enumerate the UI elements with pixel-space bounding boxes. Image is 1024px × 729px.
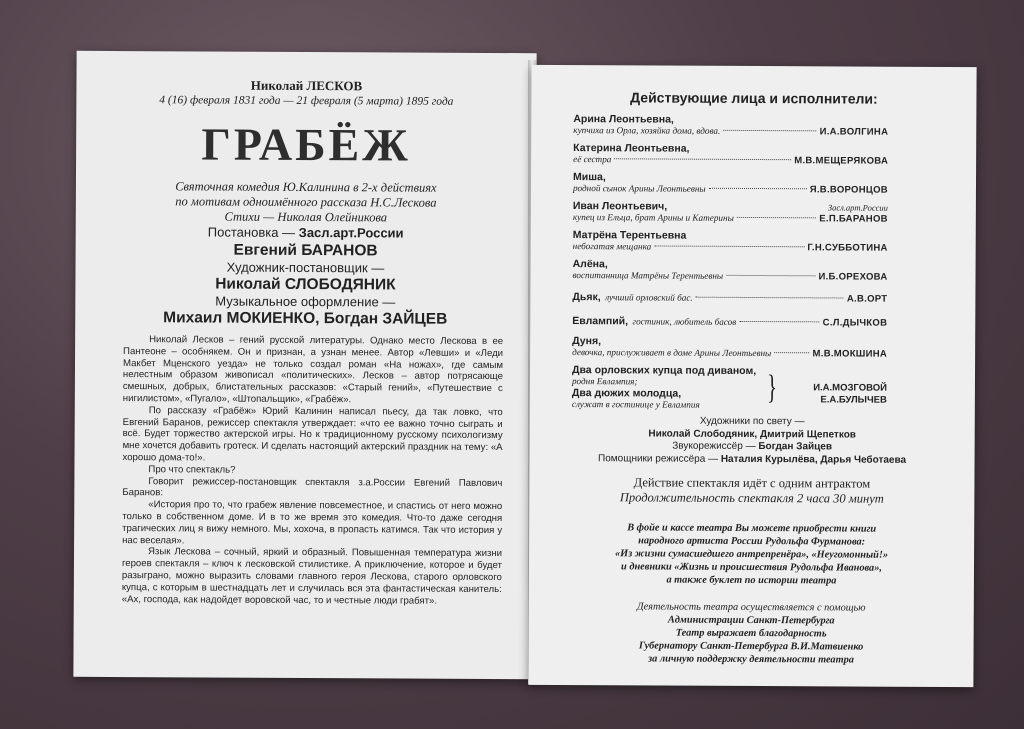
designer-name: Николай СЛОБОДЯНИК — [215, 275, 396, 294]
designer-role: Художник-постановщик — — [226, 259, 385, 276]
character-name: Миша, — [573, 171, 606, 184]
character-name: Дуня, — [572, 335, 602, 348]
support-line: Театр выражает благодарность — [675, 627, 827, 640]
actor-name: М.В.МОКШИНА — [812, 348, 888, 360]
actor-name: М.В.МЕЩЕРЯКОВА — [794, 155, 889, 167]
actor-name: И.А.МОЗГОВОЙ — [813, 382, 887, 394]
play-title: ГРАБЁЖ — [201, 118, 411, 171]
article-body — [122, 334, 503, 607]
leader-dots — [614, 158, 791, 160]
character-desc: служат в гостинице у Евлампия — [571, 399, 700, 410]
books-line: а также буклет по истории театра — [666, 574, 837, 587]
assist-names: Наталия Курылёва, Дарья Чеботаева — [720, 453, 907, 466]
character-desc: купчиха из Орла, хозяйка дома, вдова. — [573, 125, 721, 136]
pair-actors — [782, 370, 887, 407]
actor-name: Е.П.БАРАНОВ — [819, 213, 888, 225]
actor-name: А.В.ОРТ — [846, 293, 888, 305]
performance-info — [529, 475, 974, 507]
books-line: «Из жизни сумасшедшего антрепренёра», «Неугомонный!» — [615, 548, 889, 561]
article-paragraph: По рассказу «Грабёж» Юрий Калинин написал пьесу, да так ловко, что Евгений Баранов, режиссер спектакля утверждает: «что ее важно точно сыграть и всё. Будет торжество актерской игры. Но к традиционному русскому психологизму мне хочется добавить гротеск. И сделать настоящий актерский праздник на тему: «А хорошо дома-то!». — [122, 404, 503, 464]
article-paragraph: Про что спектакль? — [148, 463, 236, 476]
cast-entry — [573, 171, 888, 196]
crew-credits — [530, 415, 975, 467]
actor-name: С.Л.ДЫЧКОВ — [822, 317, 888, 329]
leader-dots — [739, 321, 819, 322]
subtitle-line: Святочная комедия Ю.Калинина в 2-х действиях — [175, 179, 437, 195]
character-desc: купец из Ельца, брат Арины и Катерины — [572, 212, 734, 223]
character-desc: девочка, прислуживает в доме Арины Леонтьевны — [572, 347, 772, 359]
director-title: Засл.арт.России — [298, 224, 404, 241]
support-line: Губернатору Санкт-Петербурга В.И.Матвиенко — [638, 640, 864, 653]
brace-icon: } — [767, 369, 778, 407]
support-line: за личную поддержку деятельности театра — [648, 653, 854, 666]
character-name: Иван Леонтьевич, — [572, 200, 668, 213]
right-page — [528, 65, 976, 687]
cast-entry — [572, 258, 887, 283]
leader-dots — [726, 275, 815, 276]
sound-name: Богдан Зайцев — [758, 441, 833, 453]
cast-entry — [573, 229, 888, 254]
cast-entry — [573, 113, 888, 138]
leader-dots — [709, 188, 807, 190]
character-name: Матрёна Терентьевна — [572, 229, 687, 242]
character-desc: родня Евлампия; — [571, 376, 638, 387]
article-paragraph: Николай Лесков – гений русской литературы. Однако место Лескова в ее Пантеоне – особнякем. Он и признан, а узнан менее. Автор «Левши» и «Леди Макбет Мценского уезда» не только создал роман «На ножах», где самым нелестным образом живописал «политических». Лесков – автор потрясающе смешных, добрых, блистательных рассказов: «Старый гений», «Путешествие с нигилистом», «Пугало», «Штопальщик», «Грабёж». — [122, 334, 504, 406]
light-names: Николай Слободяник, Дмитрий Щепетков — [648, 427, 857, 441]
actor-name: Г.Н.СУББОТИНА — [807, 242, 888, 254]
leader-dots — [654, 245, 804, 247]
cast-heading: Действующие лица и исполнители: — [630, 89, 878, 107]
support-line: Деятельность театра осуществляется с помощью — [637, 601, 866, 614]
books-line: и дневники «Жизнь и происшествия Рудольфа Иванова», — [621, 561, 882, 574]
subtitle-line: Стихи — Николая Олейникова — [224, 209, 388, 225]
books-notice — [549, 521, 954, 588]
leader-dots — [737, 217, 816, 218]
character-desc: гостиник, любитель басов — [632, 316, 737, 327]
article-paragraph: Язык Лескова – сочный, яркий и образный. Повышенная температура жизни героев спектакля – ключ к лесковской стилистике. А приключение, которое и будет разыграно, можно выразить словами главного героя Лескова, старого орловского купца, с которым в шестнадцать лет и случилась вся эта фантастическая канитель: «Ах, господа, как надойдет воровской час, то и честные люди грабят». — [121, 546, 503, 607]
music-role: Музыкальное оформление — — [215, 293, 396, 310]
character-desc: родной сынок Арины Леонтьевны — [572, 183, 706, 194]
actor-name: И.А.ВОЛГИНА — [819, 126, 889, 138]
actor-name: Я.В.ВОРОНЦОВ — [809, 184, 889, 196]
character-desc: лучший орловский бас. — [605, 292, 693, 303]
cast-entry — [572, 335, 887, 360]
cast-entry — [573, 142, 888, 167]
cast-list — [572, 113, 889, 418]
sound-role: Звукорежиссёр — — [672, 440, 756, 453]
intermission-note: Действие спектакля идёт с одним антрактом — [633, 475, 871, 491]
cast-entry — [572, 287, 887, 307]
music-name: Михаил МОКИЕНКО, Богдан ЗАЙЦЕВ — [163, 309, 448, 328]
subtitle-line: по мотивам одноимённого рассказа Н.С.Лескова — [175, 194, 437, 210]
left-page — [73, 51, 536, 679]
actor-name: И.Б.ОРЕХОВА — [818, 271, 888, 283]
character-name: Евлампий, — [572, 315, 629, 328]
assist-role: Помощники режиссёра — — [598, 452, 719, 465]
cast-pair-entry — [572, 364, 887, 412]
actor-name: Е.А.БУЛЫЧЕВ — [820, 394, 887, 406]
cast-entry — [572, 311, 887, 331]
character-name: Два орловских купца под диваном, — [571, 364, 757, 378]
character-desc: её сестра — [573, 154, 612, 165]
character-name: Два дюжих молодца, — [571, 387, 682, 400]
credits — [75, 223, 536, 329]
character-name: Катерина Леонтьевна, — [573, 142, 690, 155]
books-line: В фойе и кассе театра Вы можете приобрести книги — [627, 522, 877, 535]
honor-title: Засл.арт.России — [827, 202, 888, 213]
character-desc: воспитанница Матрёны Терентьевны — [572, 270, 724, 281]
books-line: народного артиста России Рудольфа Фурманова: — [638, 535, 866, 548]
article-paragraph: «История про то, что грабеж явление повсеместное, и спастись от него можно только в собственном доме. И в то же время это комедия. Что-то даже сегодня трагических лиц я вижу немного. Мы, хохоча, в пропасть катимся. Так что история у нас веселая». — [122, 499, 503, 546]
light-role: Художники по свету — — [699, 415, 805, 428]
leader-dots — [696, 297, 844, 299]
author-dates: 4 (16) февраля 1831 года — 21 февраля (5 марта) 1895 года — [159, 94, 454, 108]
character-name: Дьяк, — [572, 291, 601, 304]
leader-dots — [723, 130, 816, 131]
support-notice — [548, 600, 953, 667]
pair-characters — [572, 364, 762, 411]
character-name: Арина Леонтьевна, — [573, 113, 674, 126]
duration-note: Продолжительность спектакля 2 часа 30 минут — [619, 490, 884, 506]
cast-entry — [573, 200, 888, 225]
author-name: Николай ЛЕСКОВ — [250, 77, 363, 94]
article-paragraph: Говорит режиссер-постановщик спектакля з.а.России Евгений Павлович Баранов: — [122, 475, 503, 499]
character-name: Алёна, — [572, 258, 608, 271]
leader-dots — [774, 352, 809, 353]
director-name: Евгений БАРАНОВ — [233, 241, 378, 260]
character-desc: небогатая мещанка — [572, 241, 652, 252]
support-line: Администрации Санкт-Петербурга — [667, 614, 835, 627]
director-role: Постановка — — [207, 224, 296, 240]
play-subtitle — [76, 179, 536, 226]
